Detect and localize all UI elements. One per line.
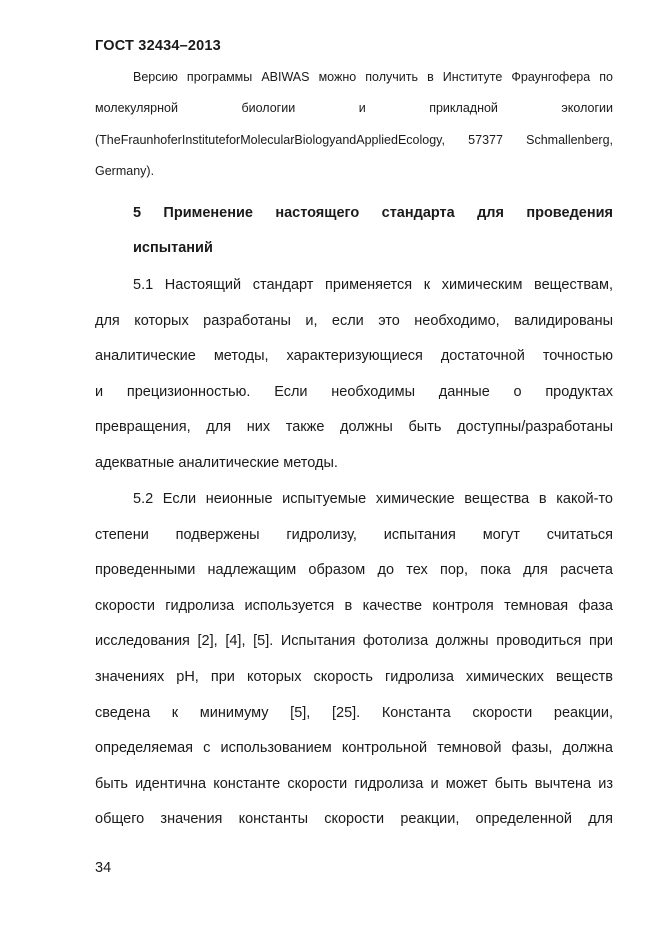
paragraph-line: аналитические методы, характеризующиеся достаточной точностью (95, 348, 613, 364)
section-heading-line: 5 Применение настоящего стандарта для проведения (133, 205, 613, 221)
paragraph-line: превращения, для них также должны быть доступны/разработаны (95, 419, 613, 435)
paragraph-line: определяемая с использованием контрольной темновой фазы, должна (95, 740, 613, 756)
document-header-title: ГОСТ 32434–2013 (95, 38, 221, 54)
note-line: Версию программы ABIWAS можно получить в Институте Фраунгофера по (133, 70, 613, 84)
paragraph-line: скорости гидролиза используется в качестве контроля темновая фаза (95, 598, 613, 614)
note-line: (TheFraunhoferInstituteforMolecularBiologyandAppliedEcology, 57377 Schmallenberg, (95, 133, 613, 147)
paragraph-line: сведена к минимуму [5], [25]. Константа скорости реакции, (95, 705, 613, 721)
paragraph-line: 5.2 Если неионные испытуемые химические вещества в какой-то (133, 491, 613, 507)
note-line: молекулярной биологии и прикладной экологии (95, 101, 613, 115)
paragraph-line: исследования [2], [4], [5]. Испытания фотолиза должны проводиться при (95, 633, 613, 649)
paragraph-line: адекватные аналитические методы. (95, 455, 338, 471)
paragraph-line: значениях pH, при которых скорость гидролиза химических веществ (95, 669, 613, 685)
paragraph-line: 5.1 Настоящий стандарт применяется к химическим веществам, (133, 277, 613, 293)
page-number: 34 (95, 860, 112, 876)
paragraph-line: степени подвержены гидролизу, испытания могут считаться (95, 527, 613, 543)
section-heading-line: испытаний (133, 240, 213, 256)
note-line: Germany). (95, 164, 155, 178)
paragraph-line: проведенными надлежащим образом до тех пор, пока для расчета (95, 562, 613, 578)
paragraph-line: быть идентична константе скорости гидролиза и может быть вычтена из (95, 776, 613, 792)
paragraph-line: для которых разработаны и, если это необходимо, валидированы (95, 313, 613, 329)
paragraph-line: и прецизионностью. Если необходимы данные о продуктах (95, 384, 613, 400)
paragraph-line: общего значения константы скорости реакции, определенной для (95, 811, 613, 827)
